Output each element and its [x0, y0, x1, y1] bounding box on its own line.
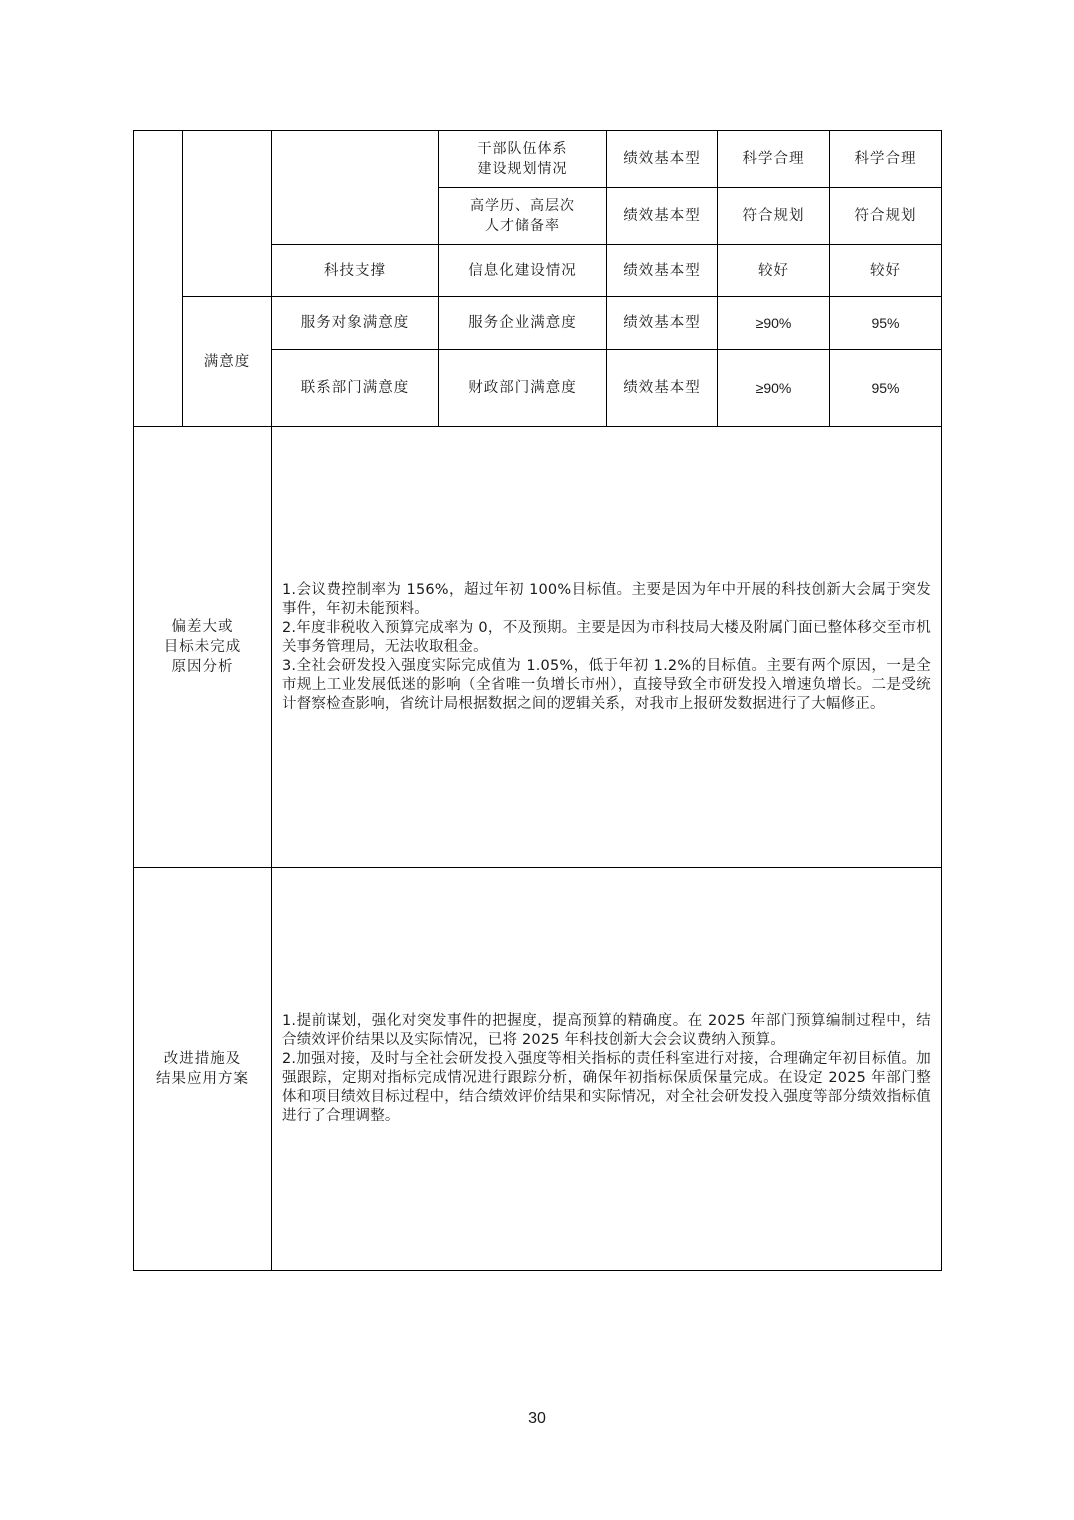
indicator-cell	[439, 131, 606, 187]
indicator-cell	[439, 350, 606, 426]
actual-cell	[830, 131, 941, 187]
indicator-name: 干部队伍体系 建设规划情况	[477, 141, 568, 177]
actual-value: 较好	[870, 262, 901, 279]
actual-cell	[830, 350, 941, 426]
target-cell	[718, 131, 829, 187]
indicator-name: 服务企业满意度	[468, 315, 577, 331]
indicator-name: 财政部门满意度	[468, 380, 577, 396]
indicator-cell	[439, 297, 606, 349]
target-cell	[718, 245, 829, 296]
target-value: 符合规划	[742, 208, 805, 224]
satisfaction-cell	[183, 297, 271, 426]
indicator-name: 高学历、高层次 人才储备率	[470, 198, 575, 234]
table-border-bottom	[133, 1270, 942, 1271]
actual-cell	[830, 245, 941, 296]
target-cell	[718, 350, 829, 426]
level3-cell	[272, 245, 438, 296]
actual-value: 95%	[871, 315, 900, 331]
type-cell	[607, 245, 717, 296]
deviation-label-cell	[134, 427, 271, 867]
page-number: 30	[528, 1410, 546, 1427]
type-cell	[607, 131, 717, 187]
level3-cell	[272, 350, 438, 426]
table-border-right	[941, 130, 942, 1271]
improvement-label-cell	[134, 868, 271, 1270]
indicator-name: 信息化建设情况	[468, 262, 577, 279]
actual-value: 95%	[871, 380, 900, 396]
indicator-type: 绩效基本型	[623, 262, 701, 279]
level3-cell	[272, 297, 438, 349]
indicator-type: 绩效基本型	[623, 380, 701, 396]
target-cell	[718, 188, 829, 244]
type-cell	[607, 188, 717, 244]
actual-value: 符合规划	[854, 208, 917, 224]
indicator-type: 绩效基本型	[623, 208, 701, 224]
satisfaction-label: 满意度	[203, 353, 251, 370]
deviation-text: 1.会议费控制率为 156%，超过年初 100%目标值。主要是因为年中开展的科技创新大会属于突发事件，年初未能预料。 2.年度非税收入预算完成率为 0，不及预期。主要是因为市科技局大楼及附属门面已整体移交至市机关事务管理局，无法收取租金。 3.全社会研发投入强度实际完成值为 1.05%，低于年初 1.2%的目标值。主要有两个原因，一是全市规上工业发展低迷的影响（全省唯一负增长市州），直接导致全市研发投入增速负增长。二是受统计督察检查影响，省统计局根据数据之间的逻辑关系，对我市上报研发数据进行了大幅修正。	[282, 581, 931, 712]
level3-indicator: 服务对象满意度	[300, 315, 410, 331]
target-value: ≥90%	[755, 315, 792, 331]
actual-cell	[830, 188, 941, 244]
target-value: 较好	[758, 262, 789, 279]
improvement-label: 改进措施及 结果应用方案	[156, 1051, 249, 1087]
indicator-type: 绩效基本型	[623, 315, 701, 331]
level3-indicator: 联系部门满意度	[300, 380, 410, 396]
indicator-cell	[439, 245, 606, 296]
level3-indicator: 科技支撑	[324, 262, 386, 279]
deviation-label: 偏差大或 目标未完成 原因分析	[163, 619, 242, 675]
deviation-text-cell	[272, 427, 941, 867]
target-cell	[718, 297, 829, 349]
target-value: ≥90%	[755, 380, 792, 396]
improvement-text-cell	[272, 868, 941, 1270]
actual-value: 科学合理	[854, 151, 917, 167]
target-value: 科学合理	[742, 151, 805, 167]
indicator-cell	[439, 188, 606, 244]
type-cell	[607, 350, 717, 426]
improvement-text: 1.提前谋划，强化对突发事件的把握度，提高预算的精确度。在 2025 年部门预算编制过程中，结合绩效评价结果以及实际情况，已将 2025 年科技创新大会会议费纳入预算。 2.加强对接，及时与全社会研发投入强度等相关指标的责任科室进行对接，合理确定年初目标值。加强跟踪，定期对指标完成情况进行跟踪分析，确保年初指标保质保量完成。在设定 2025 年部门整体和项目绩效目标过程中，结合绩效评价结果和实际情况，对全社会研发投入强度等部分绩效指标值进行了合理调整。	[282, 1013, 931, 1124]
actual-cell	[830, 297, 941, 349]
type-cell	[607, 297, 717, 349]
indicator-type: 绩效基本型	[623, 151, 701, 167]
